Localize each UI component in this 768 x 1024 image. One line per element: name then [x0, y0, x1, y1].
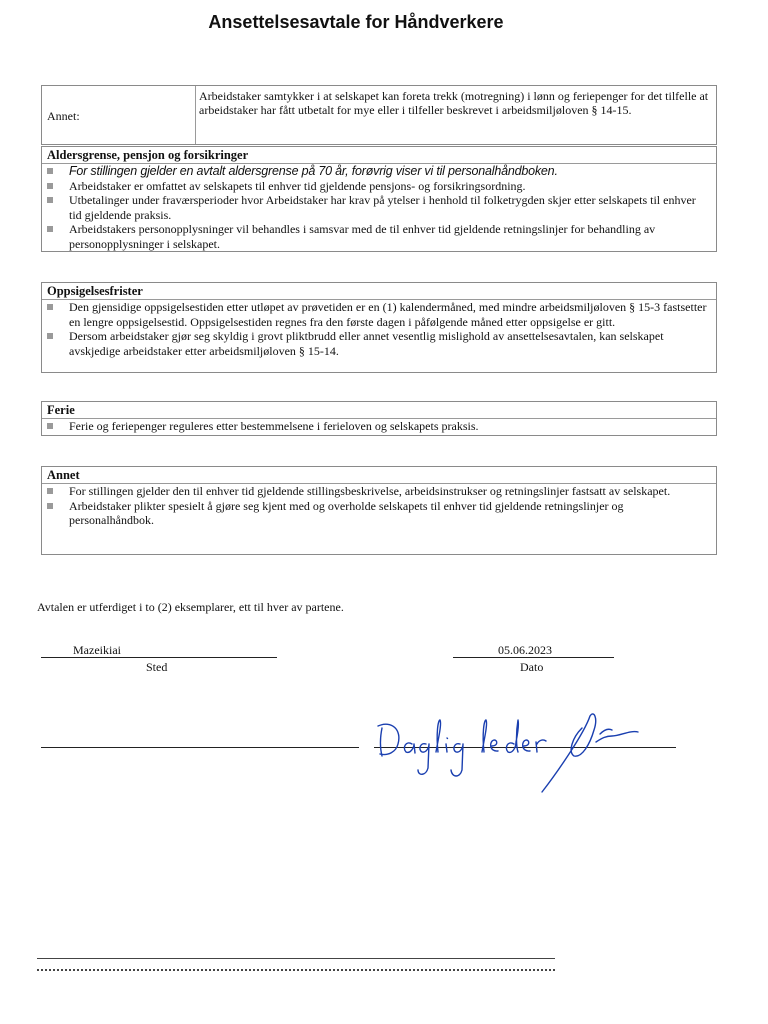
table-divider: [195, 86, 196, 144]
section-heading-oppsigelse: Oppsigelsesfrister: [42, 283, 716, 300]
annet-consent-table: [41, 85, 717, 145]
annet-consent-label: Annet:: [47, 109, 80, 123]
section-annet: [41, 466, 717, 555]
signature-line-left: [41, 747, 359, 748]
list-item: Arbeidstaker er omfattet av selskapets til enhver tid gjeldende pensjons- og forsikringsordning.: [42, 179, 716, 194]
bullet-square-icon: [47, 197, 53, 203]
list-item: Dersom arbeidstaker gjør seg skyldig i grovt pliktbrudd eller annet vesentlig mislighold av ansettelsesavtalen, kan selskapet avskjedige arbeidstaker etter arbeidsmiljøloven § 15-14.: [42, 329, 716, 358]
section-ferie: [41, 401, 717, 436]
bullet-square-icon: [47, 423, 53, 429]
section-heading-annet: Annet: [42, 467, 716, 484]
section-aldersgrense: [41, 146, 717, 252]
bullet-square-icon: [47, 183, 53, 189]
footer-line: [37, 958, 555, 959]
handwritten-signature: [368, 690, 658, 800]
list-item: Ferie og feriepenger reguleres etter bestemmelsene i ferieloven og selskapets praksis.: [42, 419, 716, 434]
list-item: Arbeidstaker plikter spesielt å gjøre seg kjent med og overholde selskapets til enhver tid gjeldende retningslinjer og personalhåndbok.: [42, 499, 716, 528]
list-item: For stillingen gjelder en avtalt aldersgrense på 70 år, forøvrig viser vi til personalhåndboken.: [42, 164, 716, 179]
bullet-square-icon: [47, 333, 53, 339]
place-value: Mazeikiai: [73, 643, 121, 657]
place-line: [41, 657, 277, 658]
bullet-square-icon: [47, 503, 53, 509]
list-item: For stillingen gjelder den til enhver tid gjeldende stillingsbeskrivelse, arbeidsinstrukser og retningslinjer fastsatt av selskapet.: [42, 484, 716, 499]
section-oppsigelsesfrister: [41, 282, 717, 373]
bullet-square-icon: [47, 488, 53, 494]
bullet-square-icon: [47, 304, 53, 310]
list-item: Arbeidstakers personopplysninger vil behandles i samsvar med de til enhver tid gjeldende retningslinjer for behandling av personopplysninger i selskapet.: [42, 222, 716, 251]
bullet-square-icon: [47, 168, 53, 174]
date-line: [453, 657, 614, 658]
place-label: Sted: [146, 660, 168, 674]
list-item: Utbetalinger under fraværsperioder hvor Arbeidstaker har krav på ytelser i henhold til folketrygden skjer etter selskapets til enhver tid gjeldende praksis.: [42, 193, 716, 222]
section-heading-aldersgrense: Aldersgrense, pensjon og forsikringer: [42, 147, 716, 164]
list-item: Den gjensidige oppsigelsestiden etter utløpet av prøvetiden er en (1) kalendermåned, med mindre arbeidsmiljøloven § 15-3 fastsetter en lengre oppsigelsestid. Oppsigelsestiden regnes fra den første dagen i påfølgende måned etter oppsigelse er gitt.: [42, 300, 716, 329]
date-label: Dato: [520, 660, 544, 674]
section-heading-ferie: Ferie: [42, 402, 716, 419]
date-value: 05.06.2023: [498, 643, 552, 657]
annet-consent-text: Arbeidstaker samtykker i at selskapet kan foreta trekk (motregning) i lønn og feriepenger for det tilfelle at arbeidstaker har fått utbetalt for mye eller i tilfeller beskrevet i arbeidsmiljøloven § 14-15.: [199, 89, 709, 117]
document-title: Ansettelsesavtale for Håndverkere: [208, 12, 504, 32]
closing-statement: Avtalen er utferdiget i to (2) eksemplarer, ett til hver av partene.: [37, 600, 344, 614]
bullet-square-icon: [47, 226, 53, 232]
footer-dotted-line: [37, 969, 555, 971]
